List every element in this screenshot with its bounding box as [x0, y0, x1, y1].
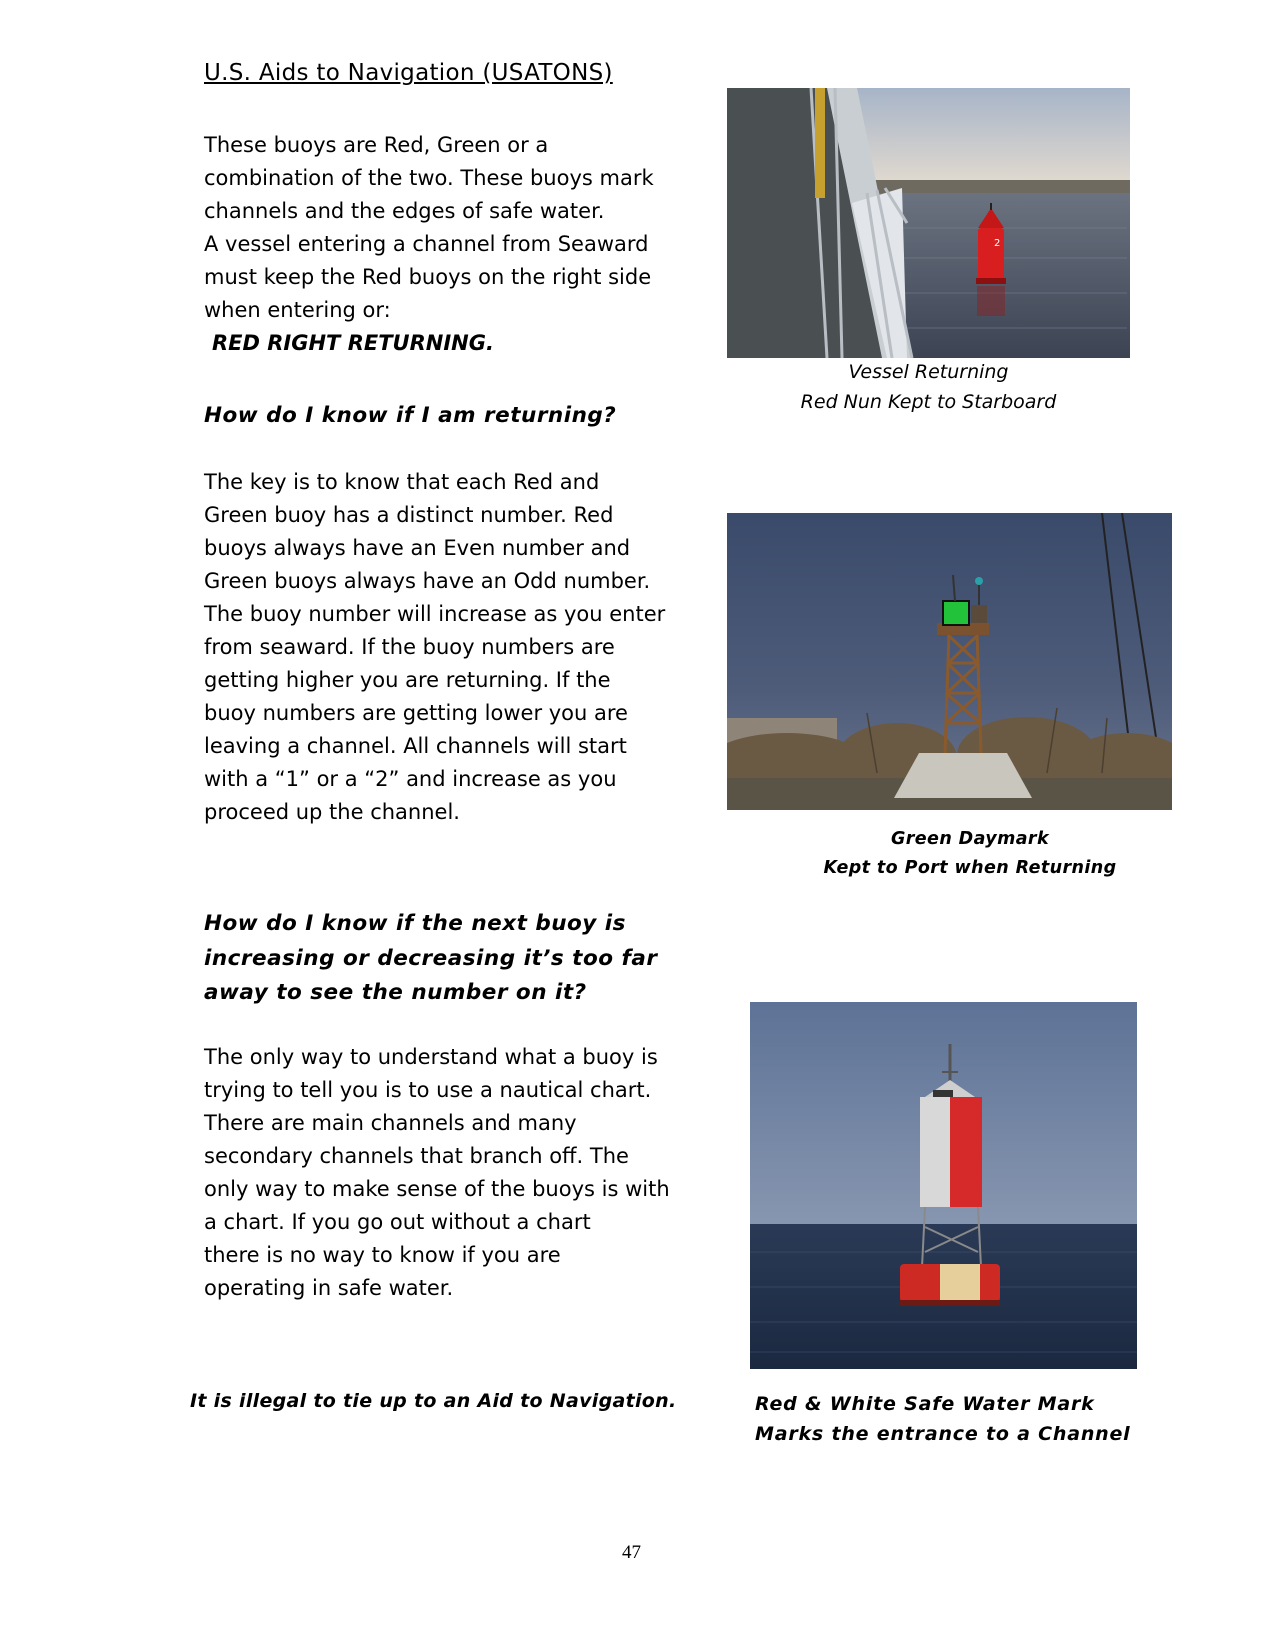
heading-next-buoy: How do I know if the next buoy is increasing or decreasing it’s too far away to see the number on it?	[204, 911, 658, 1005]
text-line: only way to make sense of the buoys is with	[204, 1177, 670, 1201]
text-line: A vessel entering a channel from Seaward	[204, 232, 649, 256]
text-line: proceed up the channel.	[204, 800, 460, 824]
safe-water-buoy-red-panel	[950, 1097, 982, 1207]
caption-green-daymark: Green Daymark Kept to Port when Returning	[823, 829, 1117, 878]
text-line: a chart. If you go out without a chart	[204, 1210, 591, 1234]
intro-paragraph	[204, 129, 654, 360]
text-line: trying to tell you is to use a nautical chart.	[204, 1078, 652, 1102]
caption-vessel-returning: Vessel Returning Red Nun Kept to Starboard	[800, 361, 1057, 413]
text-line: with a “1” or a “2” and increase as you	[204, 767, 617, 791]
green-daymark-board	[943, 601, 969, 625]
caption-safe-water-mark: Red & White Safe Water Mark Marks the entrance to a Channel	[755, 1393, 1131, 1445]
text-line: operating in safe water.	[204, 1276, 454, 1300]
text-line: leaving a channel. All channels will start	[204, 734, 627, 758]
photo-vessel-returning	[727, 88, 1130, 358]
text-line: Green buoys always have an Odd number.	[204, 569, 651, 593]
numbering-paragraph	[204, 466, 665, 829]
page-title: U.S. Aids to Navigation (USATONS)	[204, 60, 613, 86]
page-number: 47	[622, 1542, 641, 1563]
text-line: combination of the two. These buoys mark	[204, 166, 654, 190]
warning-note: It is illegal to tie up to an Aid to Navigation.	[190, 1390, 677, 1412]
buoy-number-label: 2	[994, 238, 1001, 249]
text-line: from seaward. If the buoy numbers are	[204, 635, 615, 659]
text-line: getting higher you are returning. If the	[204, 668, 611, 692]
text-line: secondary channels that branch off. The	[204, 1144, 629, 1168]
text-line: buoys always have an Even number and	[204, 536, 631, 560]
text-line: There are main channels and many	[204, 1111, 577, 1135]
chart-paragraph	[204, 1041, 670, 1305]
heading-returning: How do I know if I am returning?	[204, 403, 617, 428]
text-line: The only way to understand what a buoy is	[204, 1045, 658, 1069]
text-line: The buoy number will increase as you enter	[204, 602, 666, 626]
text-line: channels and the edges of safe water.	[204, 199, 605, 223]
text-line: The key is to know that each Red and	[204, 470, 600, 494]
red-right-returning: RED RIGHT RETURNING.	[212, 331, 494, 355]
text-line: when entering or:	[204, 298, 391, 322]
text-line: These buoys are Red, Green or a	[204, 133, 549, 157]
photo-green-daymark	[727, 513, 1172, 810]
photo-safe-water-mark	[750, 1002, 1137, 1369]
text-line: Green buoy has a distinct number. Red	[204, 503, 614, 527]
text-line: must keep the Red buoys on the right side	[204, 265, 652, 289]
red-nun-body	[978, 228, 1004, 280]
text-line: there is no way to know if you are	[204, 1243, 561, 1267]
text-line: buoy numbers are getting lower you are	[204, 701, 628, 725]
